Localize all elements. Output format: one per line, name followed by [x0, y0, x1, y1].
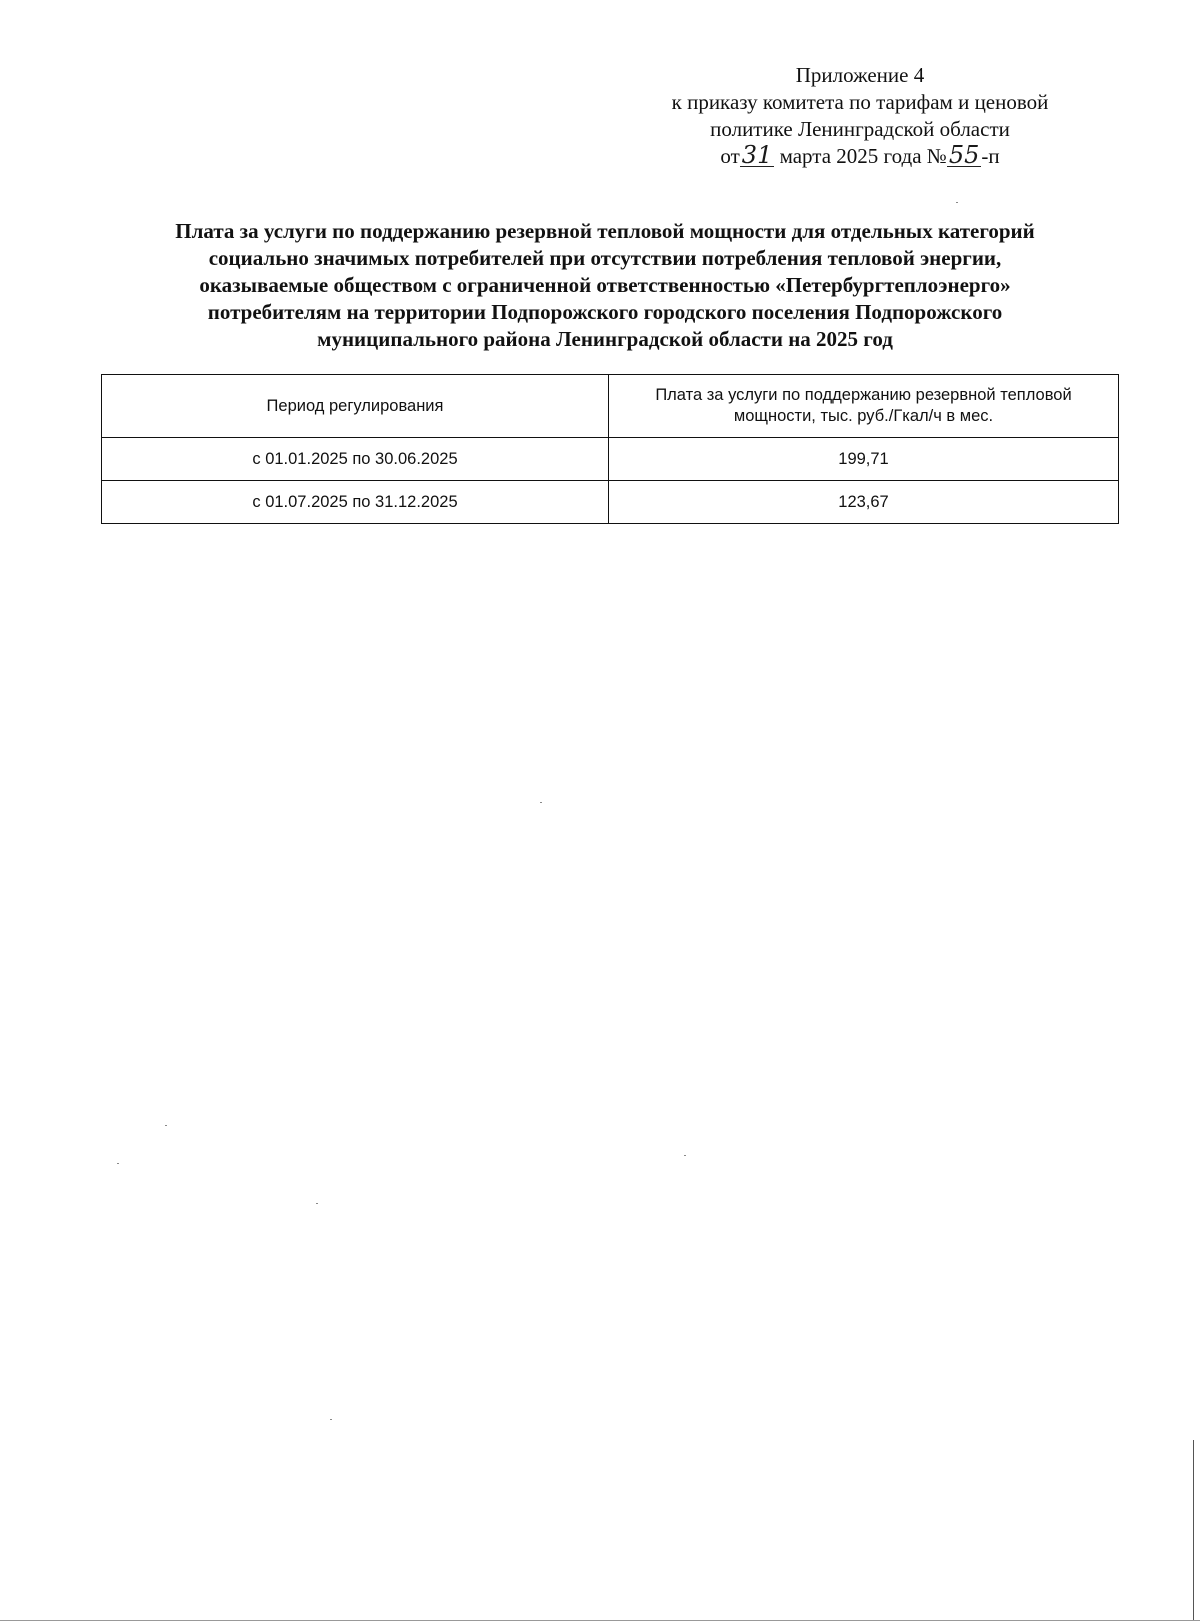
header-fee-line1: Плата за услуги по поддержанию резервной тепловой — [655, 386, 1072, 404]
annex-committee: политике Ленинградской области — [710, 117, 1010, 141]
document-title — [90, 218, 1120, 353]
scan-edge-line — [0, 1620, 1200, 1621]
table-header-row — [102, 375, 1119, 438]
title-line: потребителям на территории Подпорожского городского поселения Подпорожского — [207, 300, 1003, 324]
date-middle: марта 2025 года № — [779, 144, 947, 168]
cell-fee: 199,71 — [609, 438, 1119, 481]
header-fee-line2: мощности, тыс. руб./Гкал/ч в мес. — [733, 407, 994, 425]
header-fee — [609, 375, 1119, 438]
annex-header — [600, 62, 1120, 170]
title-line: муниципального района Ленинградской области на 2025 год — [317, 327, 893, 351]
annex-number: Приложение 4 — [795, 63, 925, 87]
scan-speck — [956, 202, 958, 203]
cell-period: с 01.07.2025 по 31.12.2025 — [102, 481, 609, 524]
scan-speck — [316, 1203, 318, 1204]
title-line: социально значимых потребителей при отсутствии потребления тепловой энергии, — [208, 246, 1002, 270]
scan-speck — [330, 1419, 332, 1420]
scan-speck — [117, 1163, 119, 1164]
cell-fee: 123,67 — [609, 481, 1119, 524]
scan-speck — [684, 1155, 686, 1156]
number-suffix: -п — [981, 144, 1000, 168]
annex-date-line — [600, 143, 1120, 170]
handwritten-day: 31 — [741, 141, 773, 169]
title-line: оказываемые обществом с ограниченной ответственностью «Петербургтеплоэнерго» — [199, 273, 1011, 297]
handwritten-number: 55 — [948, 141, 980, 169]
annex-order-ref: к приказу комитета по тарифам и ценовой — [671, 90, 1049, 114]
title-line: Плата за услуги по поддержанию резервной тепловой мощности для отдельных категорий — [175, 219, 1035, 243]
scan-edge-line — [1193, 1440, 1194, 1620]
cell-period: с 01.01.2025 по 30.06.2025 — [102, 438, 609, 481]
date-prefix: от — [720, 144, 740, 168]
tariff-table — [101, 374, 1119, 524]
table-row — [102, 481, 1119, 524]
scan-speck — [540, 802, 542, 803]
scan-speck — [165, 1125, 167, 1126]
table-row — [102, 438, 1119, 481]
header-period: Период регулирования — [102, 375, 609, 438]
